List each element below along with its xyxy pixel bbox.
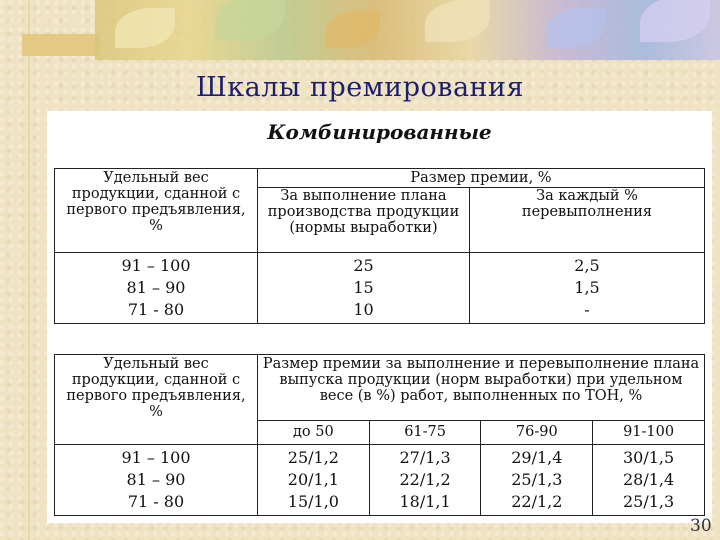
t1-cell: 1,5 <box>574 278 600 297</box>
t2-cell: 28/1,4 <box>623 470 675 489</box>
t1-col2-header: За выполнение плана производства продукции (нормы выработки) <box>258 188 470 253</box>
panel-subtitle: Комбинированные <box>267 120 492 144</box>
t2-subheader: 61-75 <box>369 421 481 445</box>
t2-row-label: 71 - 80 <box>127 492 185 511</box>
banner-gradient <box>95 0 720 60</box>
t1-row-label: 91 – 100 <box>121 256 191 275</box>
t2-subheader: до 50 <box>258 421 370 445</box>
t2-col-values <box>481 445 593 516</box>
t2-col1-header: Удельный вес продукции, сданной с первого предъявления, % <box>55 355 258 445</box>
t1-cell: - <box>584 300 590 319</box>
t2-row-label: 81 – 90 <box>126 470 186 489</box>
slide-title: Шкалы премирования <box>195 72 525 103</box>
t2-group-header: Размер премии за выполнение и перевыполнение плана выпуска продукции (норм выработки) при удельном весе (в %) работ, выполненных по ТОН, % <box>258 355 705 421</box>
t1-group-header: Размер премии, % <box>258 169 705 188</box>
t2-col-values <box>593 445 705 516</box>
t1-cell: 10 <box>353 300 374 319</box>
decorative-banner <box>95 0 720 60</box>
content-panel <box>47 111 712 523</box>
t1-cell: 25 <box>353 256 374 275</box>
t2-col1-values <box>55 445 258 516</box>
t2-col-values <box>369 445 481 516</box>
t2-cell: 30/1,5 <box>623 448 675 467</box>
bonus-table-1 <box>54 168 705 324</box>
t1-cell: 2,5 <box>574 256 600 275</box>
t2-cell: 22/1,2 <box>399 470 451 489</box>
t2-cell: 15/1,0 <box>287 492 339 511</box>
t2-col-values <box>258 445 370 516</box>
t1-row-label: 81 – 90 <box>126 278 186 297</box>
t2-cell: 25/1,2 <box>287 448 339 467</box>
decorative-corner-block <box>22 34 100 56</box>
t2-cell: 25/1,3 <box>511 470 563 489</box>
t2-cell: 29/1,4 <box>511 448 563 467</box>
t1-col1-header: Удельный вес продукции, сданной с первого предъявления, % <box>55 169 258 253</box>
t2-subheader: 76-90 <box>481 421 593 445</box>
t1-cell: 15 <box>353 278 374 297</box>
bonus-table-2 <box>54 354 705 516</box>
t2-cell: 22/1,2 <box>511 492 563 511</box>
t2-cell: 18/1,1 <box>399 492 451 511</box>
t2-cell: 20/1,1 <box>287 470 339 489</box>
t2-cell: 27/1,3 <box>399 448 451 467</box>
page-number: 30 <box>690 516 712 536</box>
t1-row-label: 71 - 80 <box>127 300 185 319</box>
t1-col3-values <box>470 253 705 324</box>
t2-subheader: 91-100 <box>593 421 705 445</box>
t1-col2-values <box>258 253 470 324</box>
t2-row-label: 91 – 100 <box>121 448 191 467</box>
t1-col3-header: За каждый % перевыполнения <box>470 188 705 253</box>
t1-col1-values <box>55 253 258 324</box>
t2-cell: 25/1,3 <box>623 492 675 511</box>
